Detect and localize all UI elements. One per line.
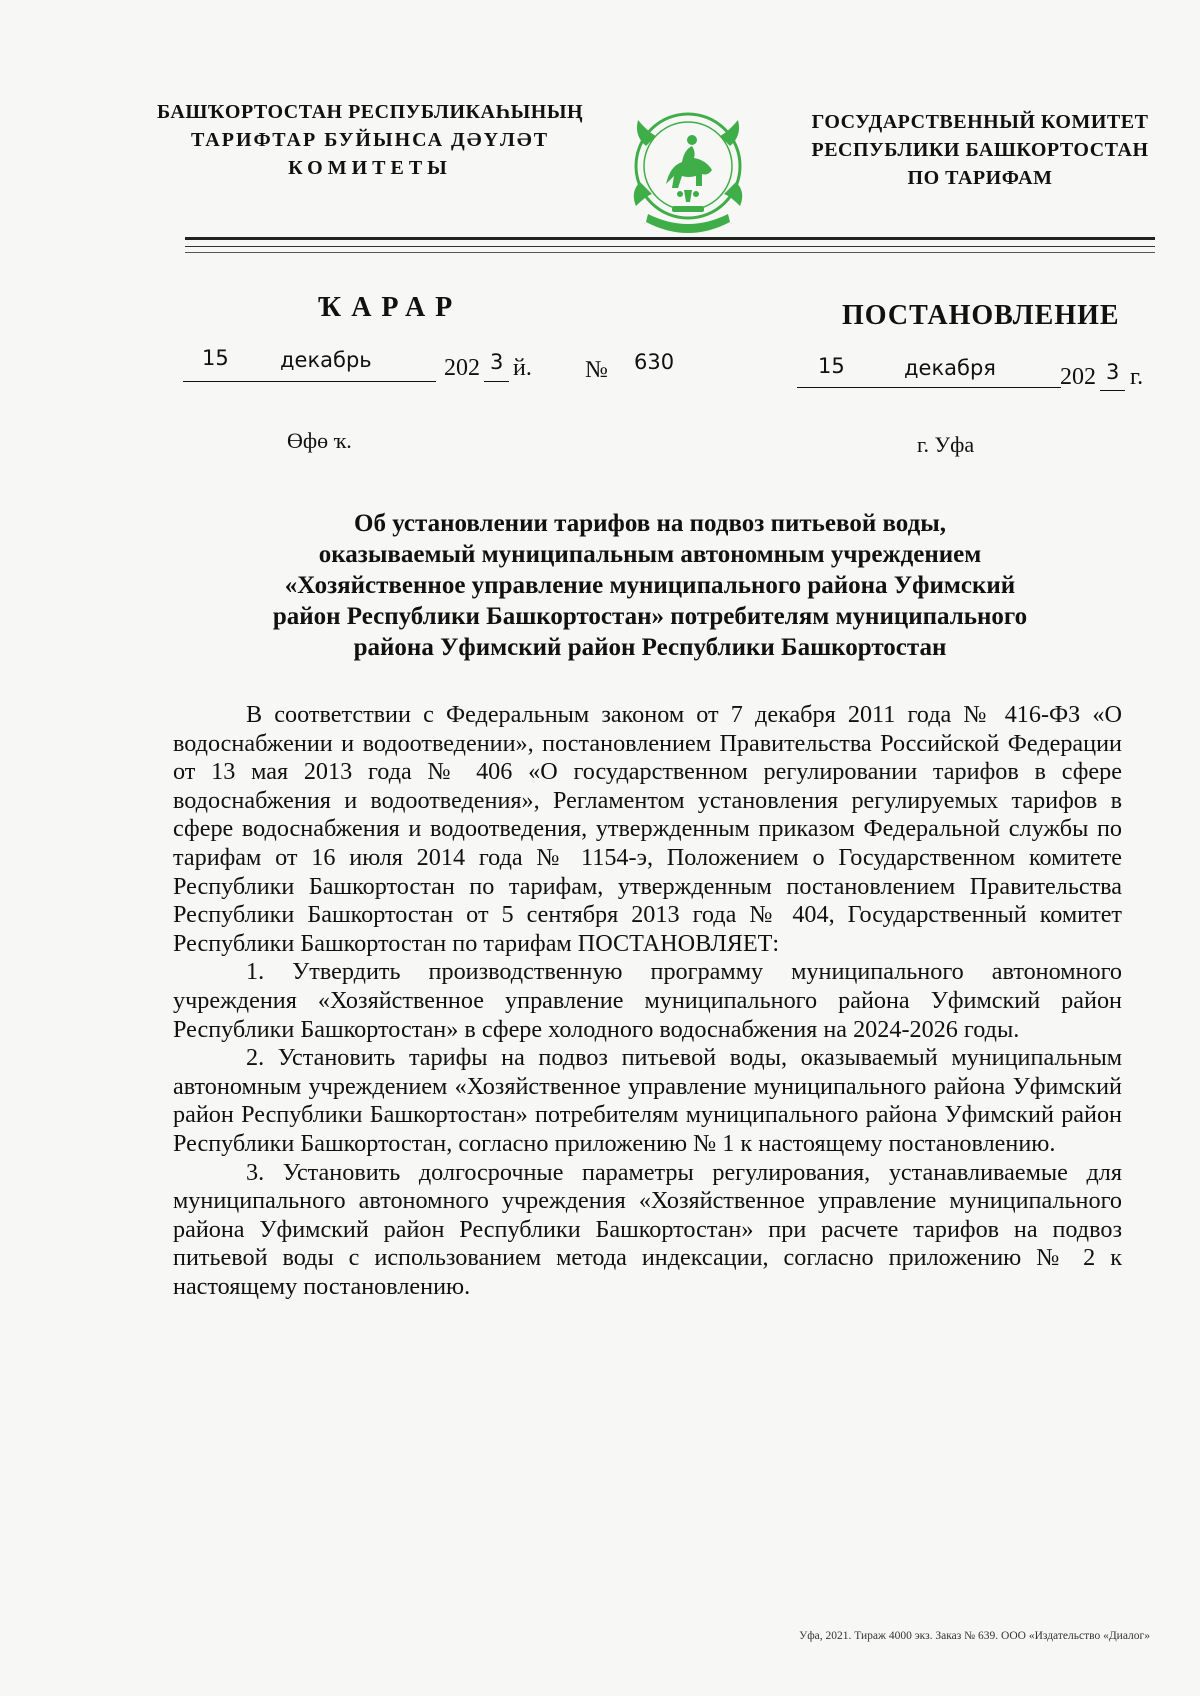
clause-1-paragraph: 1. Утвердить производственную программу муниципального автономного учреждения «Хозяйственное управление муниципального района Уфимский район Республики Башкортостан» в сфере холодного водоснабжения на 2024-2026 годы. [173, 958, 1122, 1043]
bashkortostan-coat-of-arms-icon [626, 106, 750, 242]
date-right-year-digit: 3 [1106, 360, 1120, 384]
date-left-day: 15 [202, 346, 229, 370]
date-left-year-prefix: 202 [444, 355, 480, 381]
header-left-bashkir [150, 98, 590, 182]
date-left-year-suffix: й. [513, 355, 532, 381]
document-title [200, 508, 1100, 663]
title-line-4: район Республики Башкортостан» потребителям муниципального [272, 603, 1028, 630]
preamble-paragraph: В соответствии с Федеральным законом от 7 декабря 2011 года № 416-ФЗ «О водоснабжении и водоотведении», постановлением Правительства Российской Федерации от 13 мая 2013 года № 406 «О государственном регулировании тарифов в сфере водоснабжения и водоотведения», Регламентом установления регулируемых тарифов в сфере водоснабжения и водоотведения, утвержденным приказом Федеральной службы по тарифам от 16 июля 2014 года № 1154-э, Положением о Государственном комитете Республики Башкортостан по тарифам, утвержденным постановлением Правительства Республики Башкортостан от 5 сентября 2013 года № 404, Государственный комитет Республики Башкортостан по тарифам ПОСТАНОВЛЯЕТ: [173, 701, 1122, 957]
header-left-line-3: КОМИТЕТЫ [288, 157, 452, 179]
city-russian: г. Уфа [917, 432, 975, 457]
date-left-month: декабрь [280, 348, 372, 372]
number-value: 630 [634, 350, 675, 374]
date-left-year-digit: 3 [490, 350, 504, 374]
header-left-line-1: БАШҠОРТОСТАН РЕСПУБЛИКАҺЫНЫҢ [156, 101, 584, 123]
document-body [173, 701, 1122, 1301]
date-right-year-suffix: г. [1130, 364, 1144, 390]
header-left-line-2: ТАРИФТАР БУЙЫНСА ДӘҮЛӘТ [190, 129, 550, 151]
title-line-2: оказываемый муниципальным автономным учреждением [318, 541, 982, 568]
header-rule-thin [185, 246, 1155, 247]
clause-2-paragraph: 2. Установить тарифы на подвоз питьевой воды, оказываемый муниципальным автономным учреждением «Хозяйственное управление муниципального района Уфимский район Республики Башкортостан» потребителям муниципального района Уфимский район Республики Башкортостан, согласно приложению № 1 к настоящему постановлению. [173, 1044, 1122, 1157]
title-line-5: района Уфимский район Республики Башкортостан [353, 634, 947, 661]
header-right-line-1: ГОСУДАРСТВЕННЫЙ КОМИТЕТ [811, 111, 1149, 133]
header-right-russian [790, 108, 1170, 192]
header-rule-thick [185, 237, 1155, 240]
number-sign: № [585, 357, 608, 383]
city-bashkir: Өфө ҡ. [287, 428, 352, 453]
date-right-year-underline [1100, 390, 1125, 391]
clause-3-paragraph: 3. Установить долгосрочные параметры регулирования, устанавливаемые для муниципального автономного учреждения «Хозяйственное управление муниципального района Уфимский район Республики Башкортостан» при расчете тарифов на подвоз питьевой воды с использованием метода индексации, согласно приложению № 2 к настоящему постановлению. [173, 1158, 1122, 1300]
header-right-line-3: ПО ТАРИФАМ [907, 167, 1053, 189]
title-line-3: «Хозяйственное управление муниципального района Уфимский [284, 572, 1016, 599]
doc-type-russian: ПОСТАНОВЛЕНИЕ [842, 300, 1120, 331]
printing-imprint: Уфа, 2021. Тираж 4000 экз. Заказ № 639. ООО «Издательство «Диалог» [799, 1630, 1150, 1642]
date-right-day: 15 [818, 354, 845, 378]
date-right-month: декабря [904, 356, 996, 380]
date-right-year-prefix: 202 [1060, 364, 1096, 390]
header-rule-thin-2 [185, 252, 1155, 253]
date-right-underline [797, 387, 1061, 388]
doc-type-bashkir: ҠАРАР [318, 292, 463, 323]
date-left-underline [183, 381, 436, 382]
title-line-1: Об установлении тарифов на подвоз питьевой воды, [354, 510, 946, 537]
date-left-year-underline [484, 381, 509, 382]
header-right-line-2: РЕСПУБЛИКИ БАШКОРТОСТАН [811, 139, 1149, 161]
